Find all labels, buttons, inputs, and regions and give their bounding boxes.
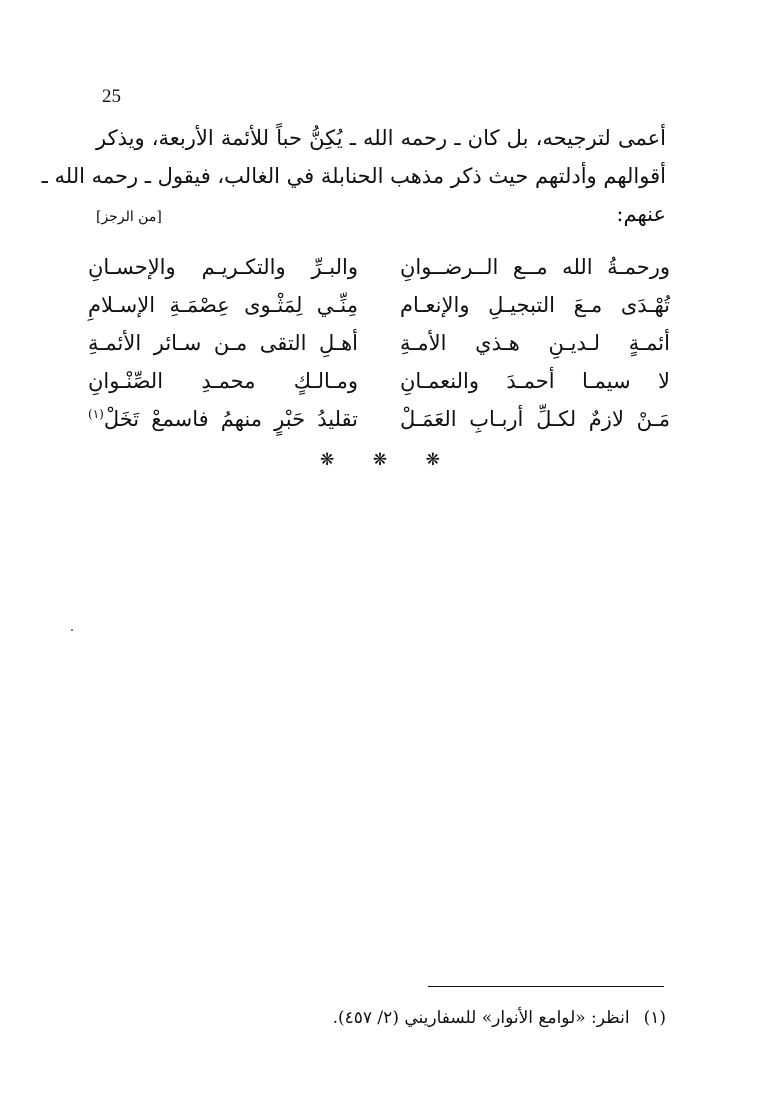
verse-4-second-hemistich: ومـالـكٍ محمـدِ الصِّنْـوانِ <box>88 369 358 393</box>
page-number: 25 <box>102 86 121 107</box>
poem-verse-1 <box>88 248 670 286</box>
verse-2-second-hemistich: مِنِّـي لِمَثْـوى عِصْمَـةِ الإسـلامِ <box>88 293 358 317</box>
prose-line-3 <box>96 195 666 233</box>
poem-verse-3 <box>88 324 670 362</box>
verse-5-first-hemistich: مَـنْ لازمٌ لكـلِّ أربـابِ العَمَـلْ <box>400 407 670 431</box>
separator-star-icon: ❋ <box>425 450 440 470</box>
prose-paragraph <box>41 119 666 233</box>
verse-1-second-hemistich: والبـرِّ والتكـريـم والإحسـانِ <box>88 255 358 279</box>
verse-2-first-hemistich: تُهْـدَى مـعَ التبجيـلِ والإنعـام <box>400 293 670 317</box>
footnote <box>300 1008 666 1028</box>
footnote-text: انظر: «لوامع الأنوار» للسفاريني (٢/ ٤٥٧). <box>332 1008 630 1028</box>
scan-speck <box>71 629 73 631</box>
prose-line-3-text: عنهم: <box>616 202 666 226</box>
prose-line-1: أعمى لترجيحه، بل كان ـ رحمه الله ـ يُكِنُّ حباً للأئمة الأربعة، ويذكر <box>96 126 666 150</box>
prose-line-2: أقوالهم وأدلتهم حيث ذكر مذهب الحنابلة في الغالب، فيقول ـ رحمه الله ـ <box>41 164 666 188</box>
poem-verse-2 <box>88 286 670 324</box>
footnote-divider <box>428 986 664 987</box>
verse-5-second-text: تقليدُ حَبْرٍ منهمُ فاسمعْ تَخَلْ <box>103 407 358 431</box>
section-separator <box>320 450 440 470</box>
verse-3-second-hemistich: أهـلِ التقى مـن سـائر الأئمـةِ <box>88 331 358 355</box>
verse-3-first-hemistich: أئمـةٍ لـديـنِ هـذي الأمـةِ <box>400 331 670 355</box>
separator-star-icon: ❋ <box>320 450 335 470</box>
footnote-number: (١) <box>643 1008 666 1028</box>
poem <box>88 248 670 438</box>
verse-4-first-hemistich: لا سيمـا أحمـدَ والنعمـانِ <box>400 369 670 393</box>
meter-tag: [من الرجز] <box>96 209 162 225</box>
separator-star-icon: ❋ <box>372 450 388 470</box>
poem-verse-5 <box>88 400 670 438</box>
footnote-marker: (١) <box>88 407 104 421</box>
verse-5-second-hemistich <box>88 400 358 438</box>
verse-1-first-hemistich: ورحمـةُ الله مــع الــرضــوانِ <box>400 255 670 279</box>
poem-verse-4 <box>88 362 670 400</box>
